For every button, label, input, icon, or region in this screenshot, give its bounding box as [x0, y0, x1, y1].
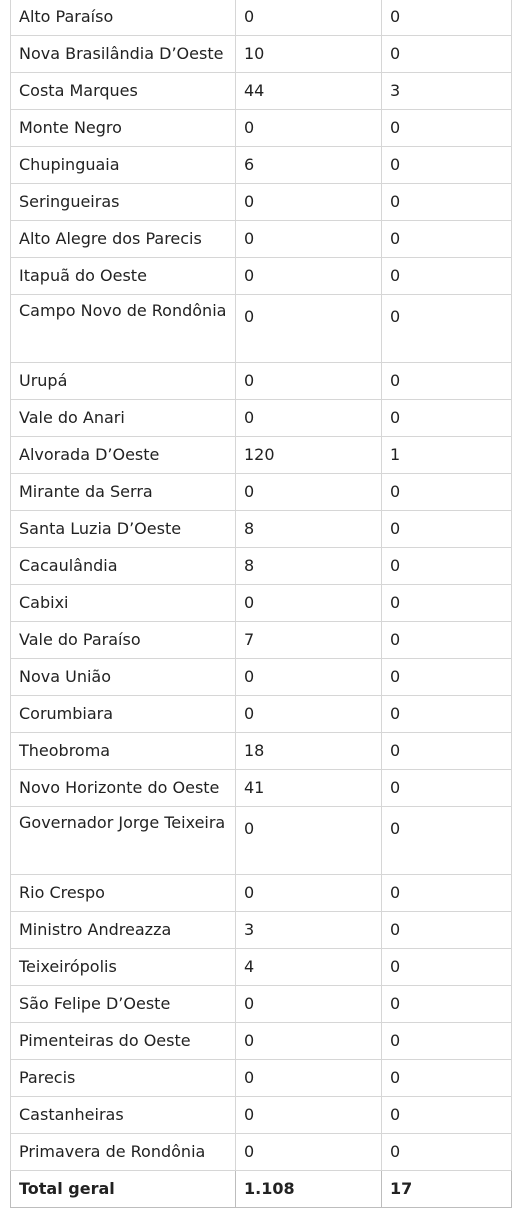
city-cell: Santa Luzia D’Oeste	[11, 511, 236, 548]
table-row	[11, 770, 512, 807]
city-cell: Castanheiras	[11, 1097, 236, 1134]
table-row	[11, 147, 512, 184]
count-b-cell: 0	[382, 622, 512, 659]
count-b-cell: 0	[382, 221, 512, 258]
table-row	[11, 511, 512, 548]
count-b-cell: 0	[382, 912, 512, 949]
count-b-cell: 0	[382, 258, 512, 295]
city-cell: Cacaulândia	[11, 548, 236, 585]
count-a-cell: 0	[236, 184, 382, 221]
table-row	[11, 986, 512, 1023]
total-a-cell: 1.108	[236, 1171, 382, 1208]
table-row	[11, 949, 512, 986]
count-b-cell: 0	[382, 184, 512, 221]
table-row	[11, 912, 512, 949]
count-a-cell: 0	[236, 474, 382, 511]
table-row	[11, 36, 512, 73]
count-a-cell: 0	[236, 659, 382, 696]
table-row	[11, 437, 512, 474]
count-a-cell: 0	[236, 1134, 382, 1171]
city-cell: São Felipe D’Oeste	[11, 986, 236, 1023]
count-a-cell: 0	[236, 363, 382, 400]
city-cell: Alto Paraíso	[11, 0, 236, 36]
table-row	[11, 875, 512, 912]
table-row	[11, 474, 512, 511]
table-row	[11, 110, 512, 147]
city-cell: Teixeirópolis	[11, 949, 236, 986]
city-cell: Vale do Paraíso	[11, 622, 236, 659]
count-a-cell: 18	[236, 733, 382, 770]
count-b-cell: 0	[382, 585, 512, 622]
city-cell: Ministro Andreazza	[11, 912, 236, 949]
count-b-cell: 0	[382, 110, 512, 147]
city-cell: Costa Marques	[11, 73, 236, 110]
count-a-cell: 0	[236, 1097, 382, 1134]
table-row	[11, 1097, 512, 1134]
count-a-cell: 0	[236, 875, 382, 912]
city-cell: Cabixi	[11, 585, 236, 622]
city-cell: Parecis	[11, 1060, 236, 1097]
table-row	[11, 696, 512, 733]
count-a-cell: 0	[236, 110, 382, 147]
table-row	[11, 258, 512, 295]
count-b-cell: 0	[382, 400, 512, 437]
city-cell: Mirante da Serra	[11, 474, 236, 511]
city-cell: Itapuã do Oeste	[11, 258, 236, 295]
count-b-cell: 0	[382, 1023, 512, 1060]
count-a-cell: 0	[236, 1060, 382, 1097]
count-a-cell: 0	[236, 1023, 382, 1060]
count-b-cell: 0	[382, 659, 512, 696]
city-cell: Rio Crespo	[11, 875, 236, 912]
count-b-cell: 1	[382, 437, 512, 474]
city-cell: Novo Horizonte do Oeste	[11, 770, 236, 807]
count-a-cell: 8	[236, 511, 382, 548]
count-a-cell: 0	[236, 585, 382, 622]
count-a-cell: 0	[236, 696, 382, 733]
city-cell: Corumbiara	[11, 696, 236, 733]
count-a-cell: 6	[236, 147, 382, 184]
count-b-cell: 0	[382, 733, 512, 770]
count-a-cell: 0	[236, 986, 382, 1023]
city-cell: Seringueiras	[11, 184, 236, 221]
count-a-cell: 0	[236, 0, 382, 36]
city-cell: Alto Alegre dos Parecis	[11, 221, 236, 258]
count-b-cell: 0	[382, 986, 512, 1023]
count-b-cell: 0	[382, 1060, 512, 1097]
city-cell: Campo Novo de Rondônia	[11, 295, 236, 363]
count-b-cell: 0	[382, 36, 512, 73]
total-label-cell: Total geral	[11, 1171, 236, 1208]
table-row	[11, 807, 512, 875]
count-a-cell: 8	[236, 548, 382, 585]
count-b-cell: 0	[382, 0, 512, 36]
table-row	[11, 733, 512, 770]
count-a-cell: 7	[236, 622, 382, 659]
city-cell: Nova Brasilândia D’Oeste	[11, 36, 236, 73]
city-cell: Nova União	[11, 659, 236, 696]
city-cell: Chupinguaia	[11, 147, 236, 184]
count-b-cell: 0	[382, 147, 512, 184]
city-cell: Primavera de Rondônia	[11, 1134, 236, 1171]
count-b-cell: 3	[382, 73, 512, 110]
count-b-cell: 0	[382, 295, 512, 363]
count-a-cell: 41	[236, 770, 382, 807]
table-row	[11, 295, 512, 363]
table-row	[11, 1134, 512, 1171]
count-b-cell: 0	[382, 949, 512, 986]
count-b-cell: 0	[382, 770, 512, 807]
count-a-cell: 0	[236, 295, 382, 363]
count-a-cell: 10	[236, 36, 382, 73]
table-row	[11, 585, 512, 622]
table-row	[11, 400, 512, 437]
city-cell: Urupá	[11, 363, 236, 400]
count-a-cell: 3	[236, 912, 382, 949]
table-row	[11, 1023, 512, 1060]
count-b-cell: 0	[382, 696, 512, 733]
total-b-cell: 17	[382, 1171, 512, 1208]
count-b-cell: 0	[382, 474, 512, 511]
count-a-cell: 4	[236, 949, 382, 986]
municipality-cases-table	[10, 0, 512, 1208]
total-row	[11, 1171, 512, 1208]
table-body	[11, 0, 512, 1208]
count-a-cell: 44	[236, 73, 382, 110]
count-b-cell: 0	[382, 807, 512, 875]
city-cell: Alvorada D’Oeste	[11, 437, 236, 474]
count-b-cell: 0	[382, 511, 512, 548]
count-b-cell: 0	[382, 1134, 512, 1171]
city-cell: Monte Negro	[11, 110, 236, 147]
city-cell: Pimenteiras do Oeste	[11, 1023, 236, 1060]
count-a-cell: 0	[236, 258, 382, 295]
count-b-cell: 0	[382, 875, 512, 912]
city-cell: Theobroma	[11, 733, 236, 770]
table-row	[11, 221, 512, 258]
table-row	[11, 0, 512, 36]
table-row	[11, 659, 512, 696]
table-row	[11, 184, 512, 221]
city-cell: Governador Jorge Teixeira	[11, 807, 236, 875]
city-cell: Vale do Anari	[11, 400, 236, 437]
count-a-cell: 120	[236, 437, 382, 474]
table-row	[11, 548, 512, 585]
count-a-cell: 0	[236, 400, 382, 437]
count-b-cell: 0	[382, 363, 512, 400]
count-b-cell: 0	[382, 548, 512, 585]
count-b-cell: 0	[382, 1097, 512, 1134]
table-row	[11, 1060, 512, 1097]
table-row	[11, 73, 512, 110]
table-row	[11, 363, 512, 400]
table-row	[11, 622, 512, 659]
count-a-cell: 0	[236, 221, 382, 258]
count-a-cell: 0	[236, 807, 382, 875]
